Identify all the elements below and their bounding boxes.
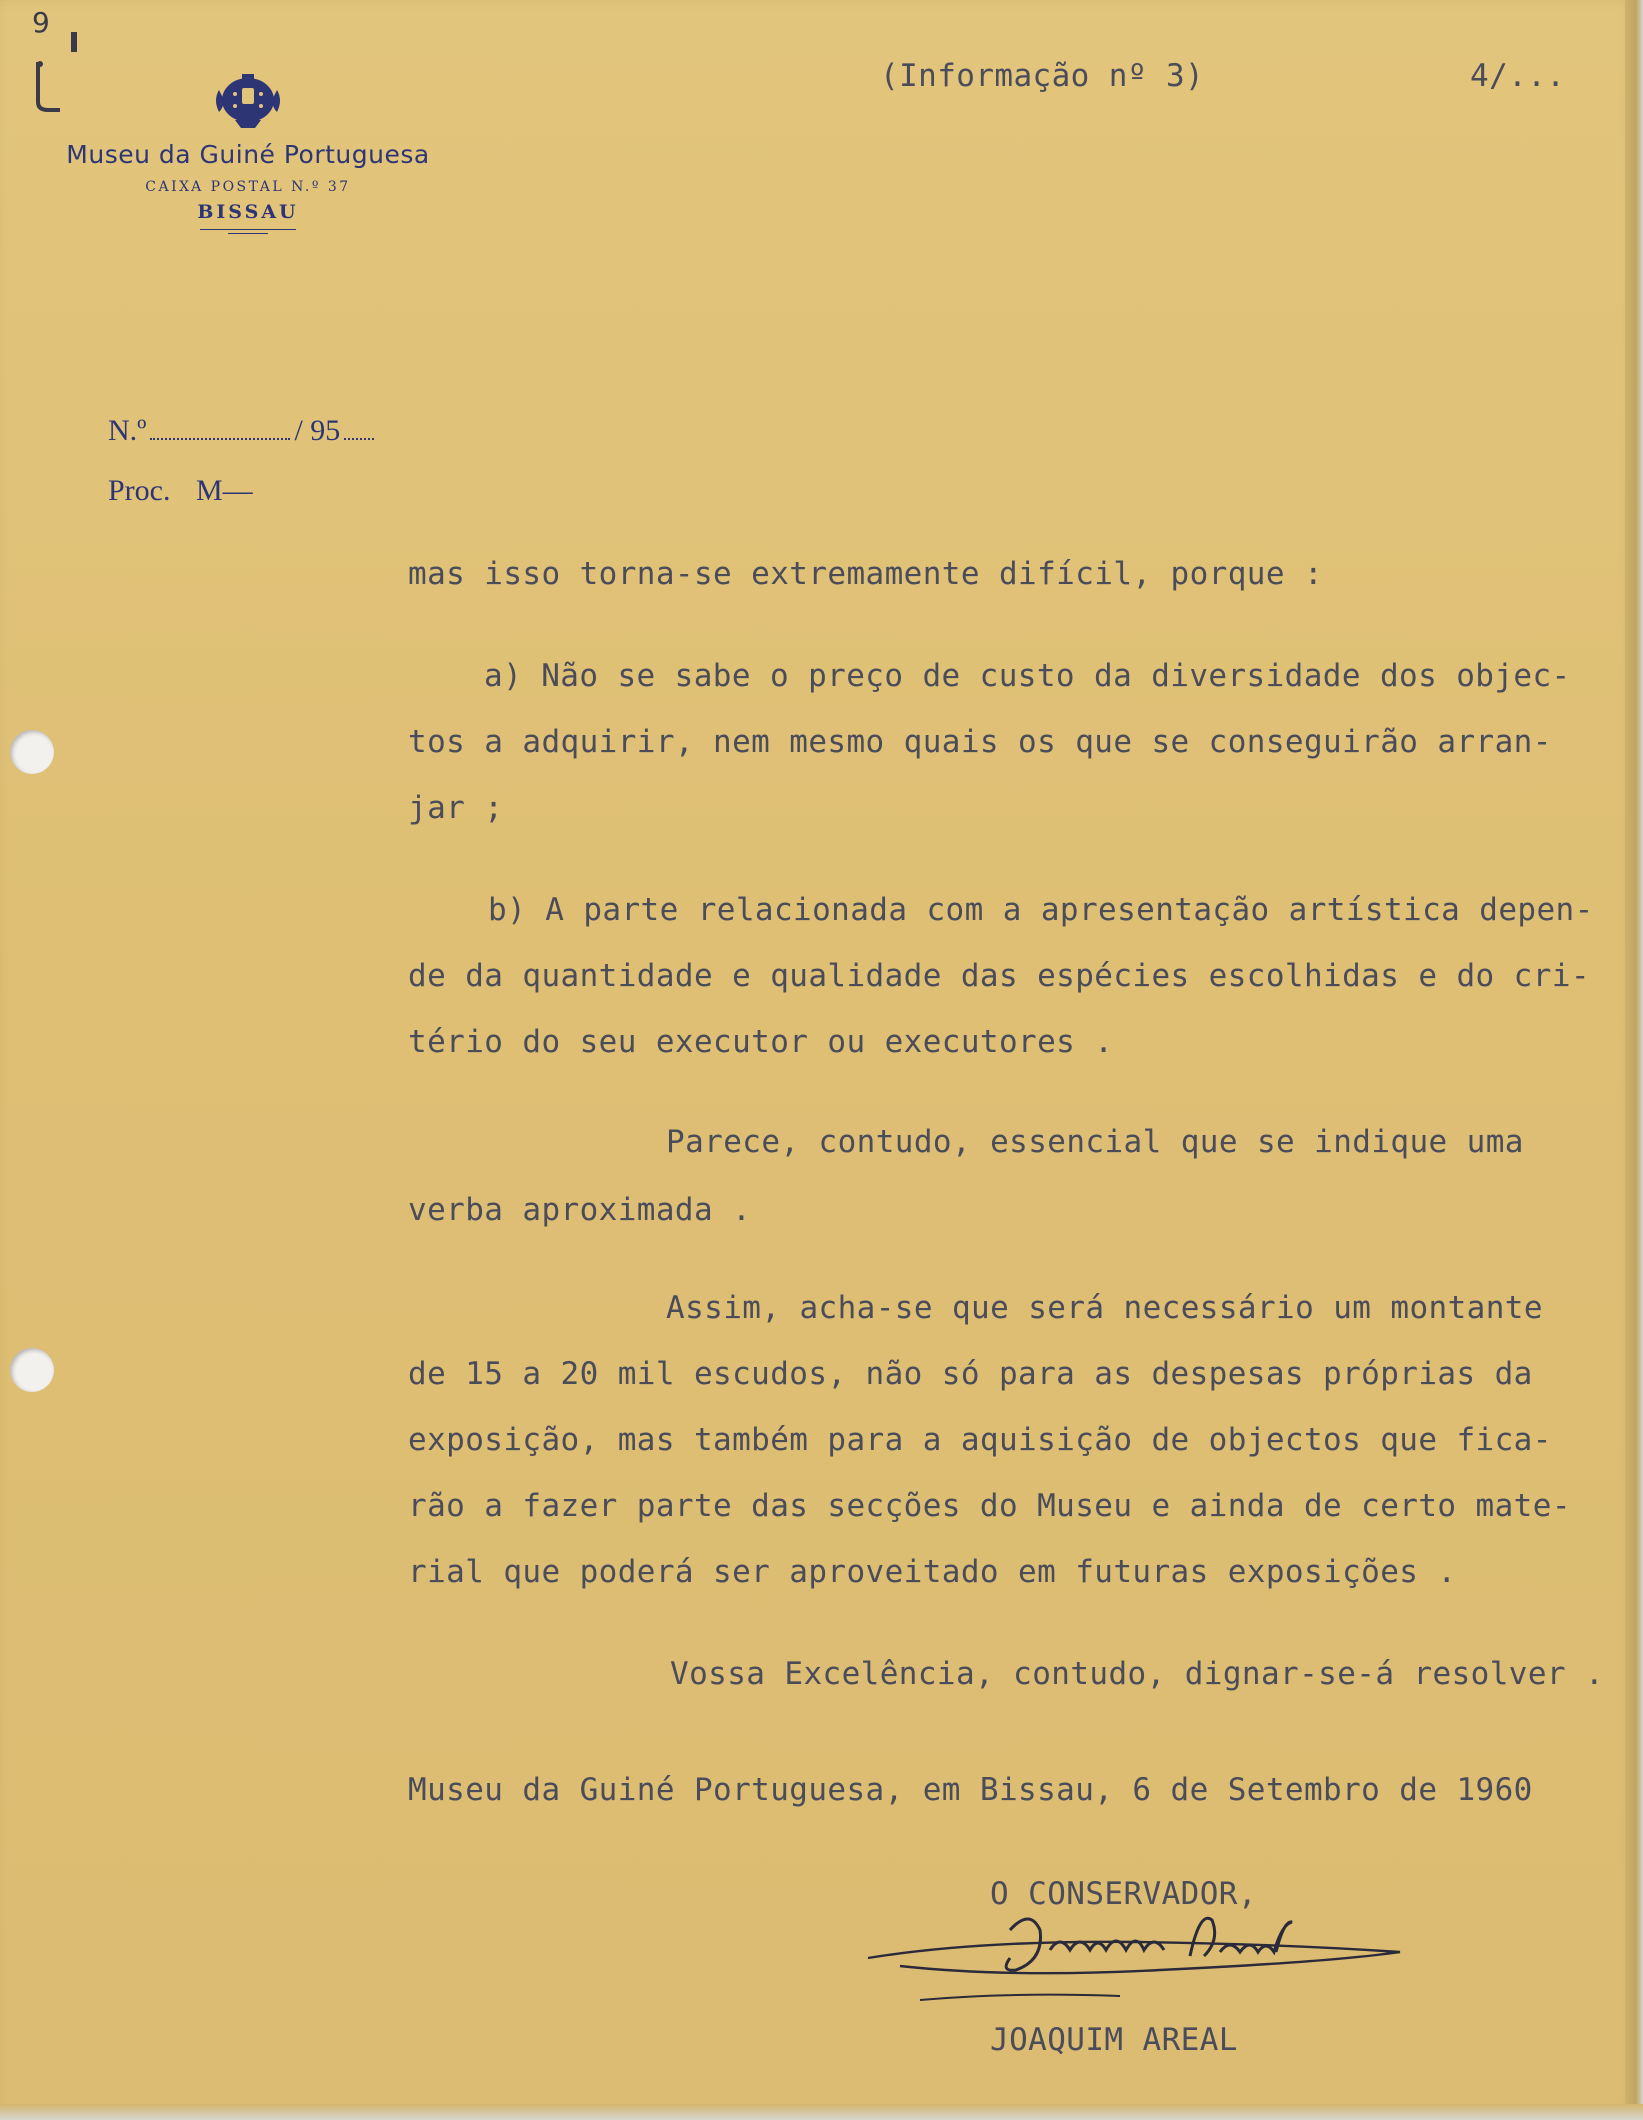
item-b-line-3: tério do seu executor ou executores . xyxy=(408,1024,1114,1060)
reference-year: / 95 xyxy=(294,414,341,447)
process-label: Proc. xyxy=(108,474,171,507)
signatory-name: JOAQUIM AREAL xyxy=(990,2022,1238,2058)
reference-year-blank xyxy=(344,430,374,440)
paragraph-amount-line-1: Assim, acha-se que será necessário um montante xyxy=(666,1290,1543,1326)
paragraph-amount-line-3: exposição, mas também para a aquisição de objectos que fica- xyxy=(408,1422,1552,1458)
item-b-line-2: de da quantidade e qualidade das espécies escolhidas e do cri- xyxy=(408,958,1590,994)
paragraph-amount-line-4: rão a fazer parte das secções do Museu e ainda de certo mate- xyxy=(408,1488,1571,1524)
postal-box: CAIXA POSTAL N.º 37 xyxy=(145,179,351,195)
letterhead-rule xyxy=(200,229,296,230)
paragraph-amount-line-5: rial que poderá ser aproveitado em futuras exposições . xyxy=(408,1554,1457,1590)
page-edge-shadow xyxy=(1625,0,1643,2120)
reference-number-label: N.º xyxy=(108,414,147,447)
item-b-line-1: b) A parte relacionada com a apresentação artística depen- xyxy=(488,892,1594,928)
coat-of-arms-icon xyxy=(209,70,287,130)
information-number: (Informação nº 3) xyxy=(880,58,1205,94)
signatory-title: O CONSERVADOR, xyxy=(990,1876,1257,1912)
reference-number-row xyxy=(108,414,378,448)
punch-hole-upper xyxy=(10,730,54,774)
city-name: BISSAU xyxy=(197,201,299,223)
place-and-date: Museu da Guiné Portuguesa, em Bissau, 6 de Setembro de 1960 xyxy=(408,1772,1533,1808)
reference-number-blank xyxy=(150,430,290,440)
letterhead xyxy=(28,70,468,234)
item-a-line-3: jar ; xyxy=(408,790,504,826)
paragraph-essential-line-1: Parece, contudo, essencial que se indique uma xyxy=(666,1124,1524,1160)
paragraph-essential-line-2: verba aproximada . xyxy=(408,1192,752,1228)
museum-name: Museu da Guiné Portuguesa xyxy=(66,140,430,169)
item-a-line-2: tos a adquirir, nem mesmo quais os que se conseguirão arran- xyxy=(408,724,1552,760)
page-bottom-edge xyxy=(0,2104,1643,2120)
paragraph-amount-line-2: de 15 a 20 mil escudos, não só para as despesas próprias da xyxy=(408,1356,1533,1392)
punch-hole-lower xyxy=(10,1348,54,1392)
margin-note-top-left: 9 xyxy=(32,6,50,39)
process-value: M— xyxy=(196,474,253,507)
handwritten-signature xyxy=(860,1900,1420,2020)
process-row xyxy=(108,474,253,508)
body-line-1: mas isso torna-se extremamente difícil, porque : xyxy=(408,556,1324,592)
page-number: 4/... xyxy=(1470,58,1566,94)
paragraph-resolve: Vossa Excelência, contudo, dignar-se-á resolver . xyxy=(670,1656,1605,1692)
letterhead-rule-short xyxy=(228,233,268,234)
item-a-line-1: a) Não se sabe o preço de custo da diversidade dos objec- xyxy=(484,658,1571,694)
